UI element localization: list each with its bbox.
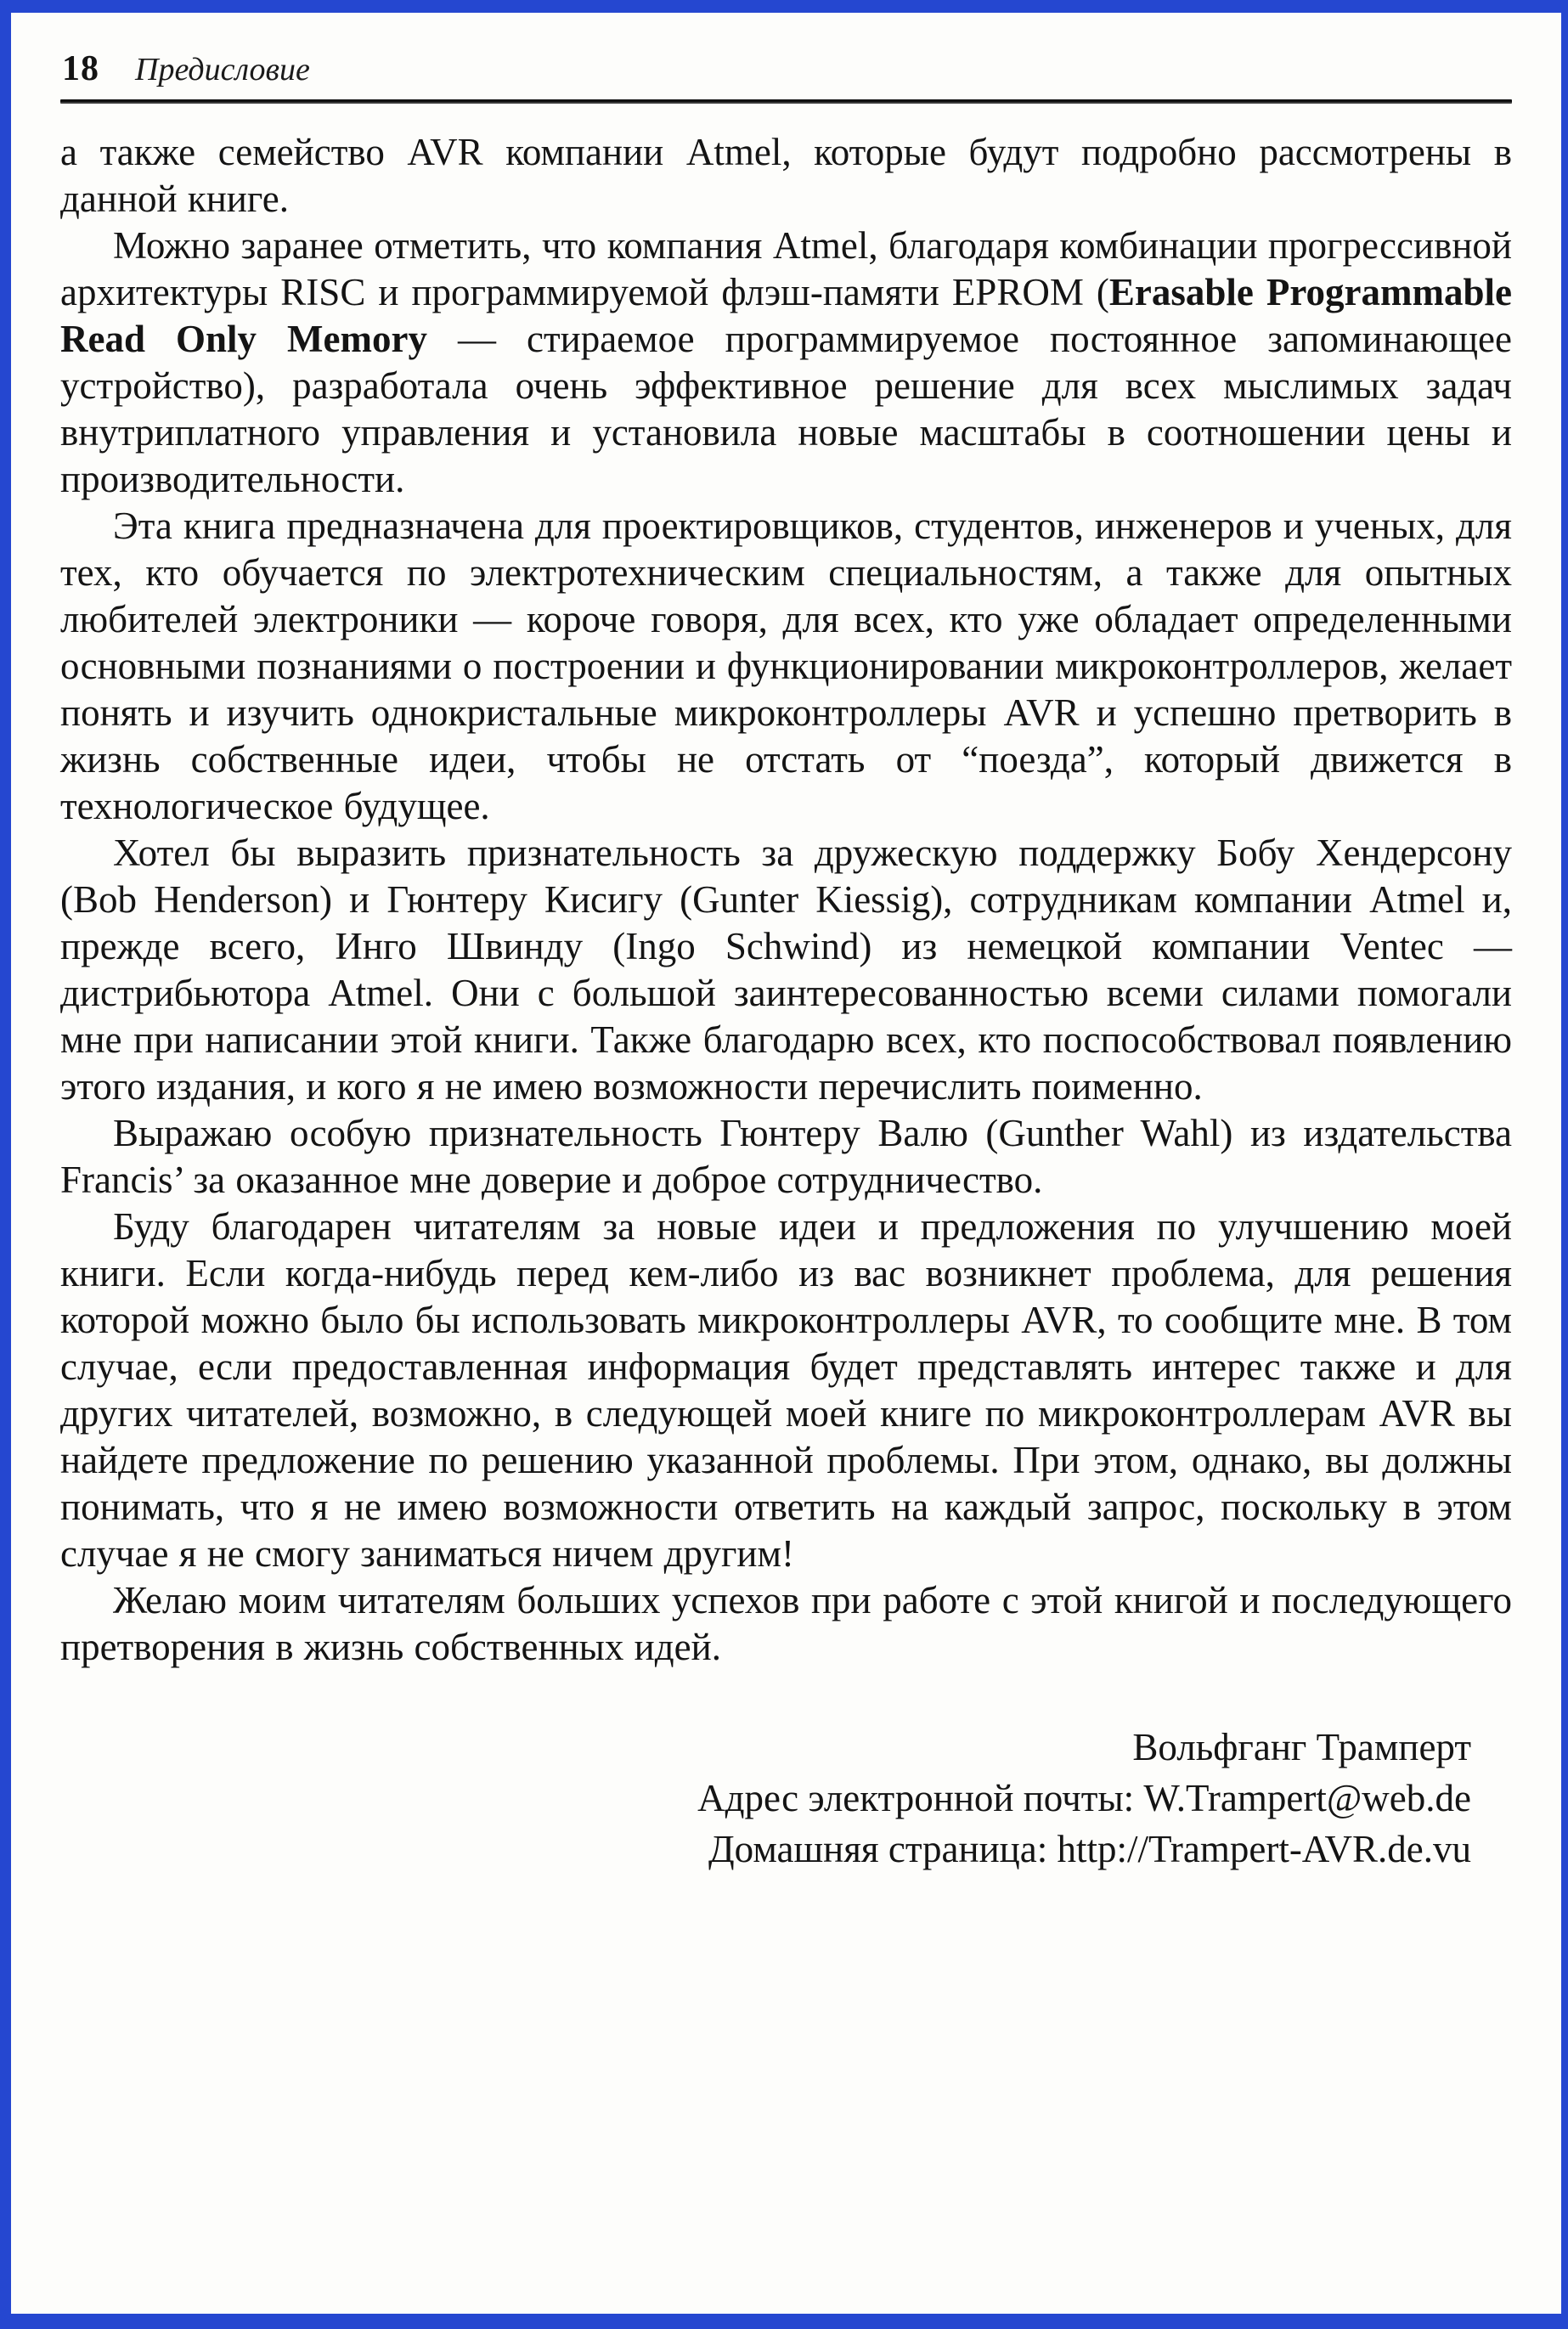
page-body — [60, 129, 1512, 1671]
header-rule — [60, 99, 1512, 104]
paragraph — [60, 1110, 1512, 1204]
running-head — [62, 48, 1510, 89]
paragraph — [60, 830, 1512, 1110]
paragraph — [60, 1577, 1512, 1671]
paragraph — [60, 129, 1512, 223]
paragraph — [60, 1204, 1512, 1577]
signature-block — [60, 1722, 1512, 1875]
paragraph-bold-segment: Erasable Programmable Read Only Memory — [60, 271, 1512, 360]
paragraph-segment: а также семейство AVR компании Atmel, которые будут подробно рассмотрены в данной книге. — [60, 131, 1512, 220]
page-number: 18 — [62, 49, 99, 88]
paragraph-segment: Буду благодарен читателям за новые идеи и предложения по улучшению моей книги. Если когда-нибудь перед кем-либо из вас возникнет проблема, для решения которой можно было бы использовать микроконтроллеры AVR, то сообщите мне. В том случае, если предоставленная информация будет представлять интерес также и для других читателей, возможно, в следующей моей книге по микроконтроллерам AVR вы найдете предложение по решению указанной проблемы. При этом, однако, вы должны понимать, что я не имею возможности ответить на каждый запрос, поскольку в этом случае я не смогу заниматься ничем другим! — [60, 1205, 1512, 1575]
paragraph — [60, 503, 1512, 830]
signature-line: Домашняя страница: http://Trampert-AVR.de.vu — [708, 1828, 1471, 1870]
paragraph-segment: Хотел бы выразить признательность за дружескую поддержку Бобу Хендерсону (Bob Henderson) и Гюнтеру Кисигу (Gunter Kiessig), сотрудникам компании Atmel и, прежде всего, Инго Швинду (Ingo Schwind) из немецкой компании Ventec — дистрибьютора Atmel. Они с большой заинтересованностью всеми силами помогали мне при написании этой книги. Также благодарю всех, кто поспособствовал появлению этого издания, и кого я не имею возможности перечислить поименно. — [60, 832, 1512, 1108]
paragraph-segment: Желаю моим читателям больших успехов при работе с этой книгой и последующего претворения в жизнь собственных идей. — [60, 1579, 1512, 1668]
paragraph-segment: Выражаю особую признательность Гюнтеру Валю (Gunther Wahl) из издательства Francis’ за оказанное мне доверие и доброе сотрудничество. — [60, 1112, 1512, 1201]
paragraph-segment: — стираемое программируемое постоянное запоминающее устройство), разработала очень эффективное решение для всех мыслимых задач внутриплатного управления и установила новые масштабы в соотношении цены и производительности. — [60, 318, 1512, 500]
paragraph-segment: Эта книга предназначена для проектировщиков, студентов, инженеров и ученых, для тех, кто обучается по электротехническим специальностям, а также для опытных любителей электроники — короче говоря, для всех, кто уже обладает определенными основными познаниями о построении и функционировании микроконтроллеров, желает понять и изучить однокристальные микроконтроллеры AVR и успешно претворить в жизнь собственные идеи, чтобы не отстать от “поезда”, который движется в технологическое будущее. — [60, 505, 1512, 827]
signature-line: Вольфганг Трамперт — [1132, 1726, 1471, 1768]
section-title: Предисловие — [135, 52, 310, 87]
paragraph — [60, 223, 1512, 503]
paragraph-segment: Можно заранее отметить, что компания Atmel, благодаря комбинации прогрессивной архитектуры RISC и программируемой флэш-памяти EPROM ( — [60, 224, 1512, 313]
signature-line: Адрес электронной почты: W.Trampert@web.de — [697, 1777, 1471, 1819]
